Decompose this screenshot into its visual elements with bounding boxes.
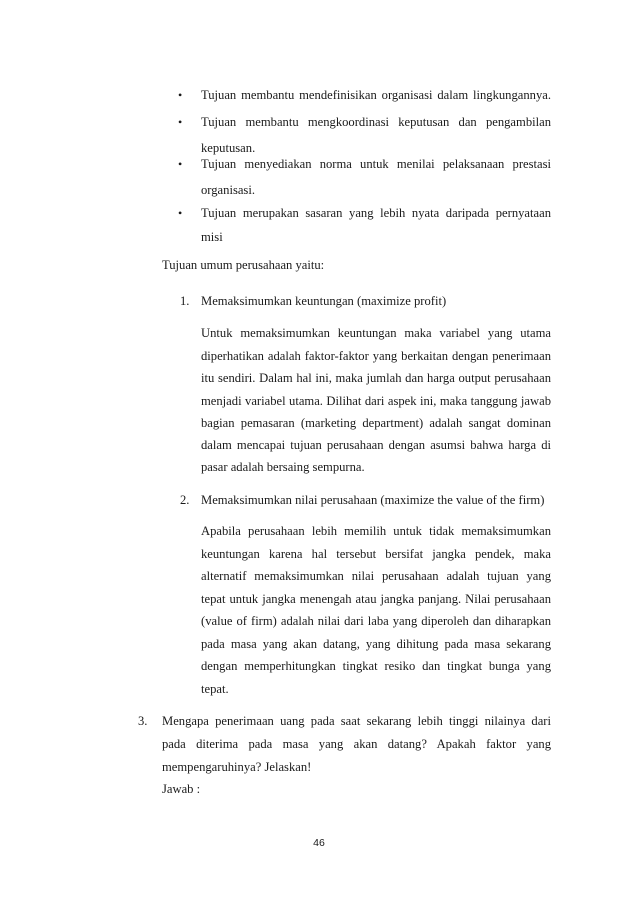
question-line: pada diterima pada masa yang akan datang? Apakah faktor yang	[162, 737, 551, 751]
bullet-text: organisasi.	[201, 183, 255, 197]
paragraph-line: keuntungan karena hal tersebut bersifat jangka pendek, maka	[201, 547, 551, 561]
paragraph-line: itu sendiri. Dalam hal ini, maka jumlah dan harga output perusahaan	[201, 371, 551, 385]
bullet-marker: •	[178, 157, 183, 171]
intro-text: Tujuan umum perusahaan yaitu:	[162, 258, 325, 272]
bullet-text: Tujuan membantu mendefinisikan organisasi dalam lingkungannya.	[201, 88, 551, 102]
list-heading: Memaksimumkan keuntungan (maximize profit)	[201, 294, 447, 308]
bullet-marker: •	[178, 88, 183, 102]
page-number: 46	[313, 837, 325, 849]
question-line: Mengapa penerimaan uang pada saat sekarang lebih tinggi nilainya dari	[162, 714, 551, 728]
paragraph-line: dengan memperhitungkan tingkat resiko dan tingkat bunga yang	[201, 659, 551, 673]
paragraph-line: bagian pemasaran (marketing department) adalah sangat dominan	[201, 416, 551, 430]
paragraph-line: pada masa yang akan datang, yang dihitung pada masa sekarang	[201, 637, 551, 651]
list-heading: Memaksimumkan nilai perusahaan (maximize the value of the firm)	[201, 493, 545, 507]
list-number: 1.	[180, 294, 190, 308]
paragraph-line: dalam mencapai tujuan perusahaan dengan asumsi bahwa harga di	[201, 438, 551, 452]
question-line: mempengaruhinya? Jelaskan!	[162, 760, 312, 774]
paragraph-line: Untuk memaksimumkan keuntungan maka variabel yang utama	[201, 326, 551, 340]
bullet-text: Tujuan merupakan sasaran yang lebih nyata daripada pernyataan	[201, 206, 551, 220]
paragraph-line: alternatif memaksimumkan nilai perusahaan adalah tujuan yang	[201, 569, 551, 583]
list-number: 2.	[180, 493, 190, 507]
paragraph-line: tepat untuk jangka menengah atau jangka panjang. Nilai perusahaan	[201, 592, 551, 606]
answer-label: Jawab :	[162, 782, 201, 796]
paragraph-line: Apabila perusahaan lebih memilih untuk tidak memaksimumkan	[201, 524, 551, 538]
bullet-marker: •	[178, 206, 183, 220]
bullet-text: misi	[201, 230, 223, 244]
bullet-text: Tujuan menyediakan norma untuk menilai pelaksanaan prestasi	[201, 157, 551, 171]
paragraph-line: menjadi variabel utama. Dilihat dari aspek ini, maka tanggung jawab	[201, 394, 551, 408]
bullet-text: Tujuan membantu mengkoordinasi keputusan dan pengambilan	[201, 115, 551, 129]
paragraph-line: tepat.	[201, 682, 229, 696]
question-number: 3.	[138, 714, 148, 728]
paragraph-line: pasar adalah bersaing sempurna.	[201, 460, 365, 474]
bullet-marker: •	[178, 115, 183, 129]
paragraph-line: (value of firm) adalah nilai dari laba yang diperoleh dan diharapkan	[201, 614, 551, 628]
paragraph-line: diperhatikan adalah faktor-faktor yang berkaitan dengan penerimaan	[201, 349, 551, 363]
bullet-text: keputusan.	[201, 141, 256, 155]
